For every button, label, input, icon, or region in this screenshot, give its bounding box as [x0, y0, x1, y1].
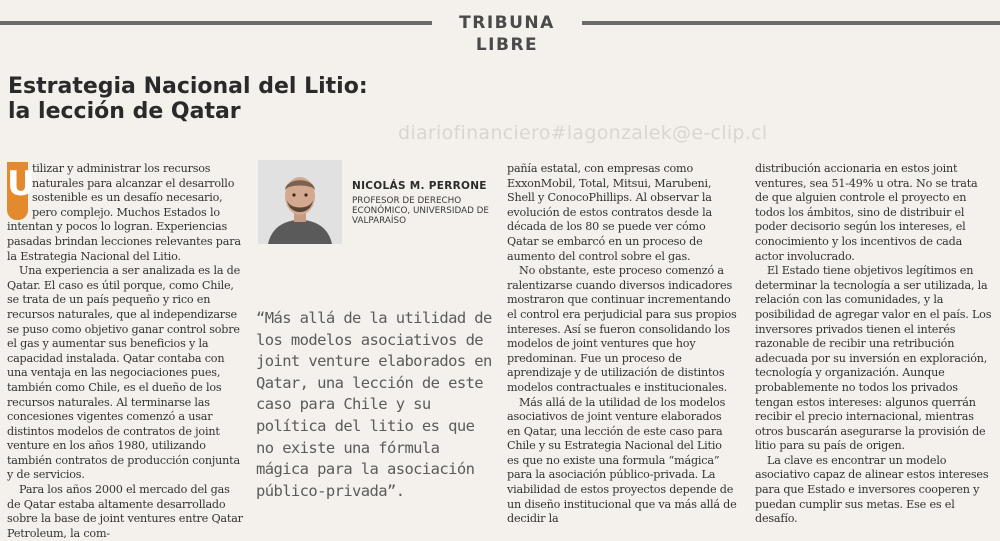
author-role: PROFESOR DE DERECHO ECONÓMICO, UNIVERSIDAD DE VALPARAÍSO: [352, 196, 489, 226]
author-byline: [258, 160, 494, 250]
article-column-3: [507, 162, 737, 527]
section-rule-right: [582, 21, 1000, 25]
drop-cap: U: [7, 162, 28, 220]
pull-quote: “Más allá de la utilidad de los modelos asociativos de joint venture elaborados en Qatar, una lección de este caso para Chile y su política del litio es que no existe una fórmula mágica para la asociación público-privada”.: [256, 309, 492, 500]
author-name: NICOLÁS M. PERRONE: [352, 180, 487, 192]
paragraph: El Estado tiene objetivos legítimos en determinar la tecnología a ser utilizada, la relación con las comunidades, y la posibilidad de agregar valor en el país. Los inversores privados tienen el interés razonable de recibir una retribución adecuada por su inversión en exploración, tecnología y organización. Aunque probablemente no todos los privados tengan estos intereses: algunos querrán recibir el precio internacional, mientras otros buscarán asegurarse la provisión de litio para su país de origen.: [755, 264, 992, 453]
paragraph-text: tilizar y administrar los recursos naturales para alcanzar el desarrollo sostenible es un desafío necesario, pero complejo. Muchos Estados lo intentan y pocos lo logran. Experiencias pasadas brindan lecciones relevantes para la Estrategia Nacional del Litio.: [7, 162, 241, 263]
article-headline: [8, 74, 428, 124]
section-header: [0, 12, 1000, 55]
section-rule-left: [0, 21, 432, 25]
paragraph: Una experiencia a ser analizada es la de Qatar. El caso es útil porque, como Chile, se trata de un país pequeño y rico en recursos naturales, que al independizarse se puso como objetivo ganar control sobre el gas y aumentar sus beneficios y la capacidad instalada. Qatar contaba con una ventaja en las negociaciones pues, también como Chile, es el dueño de los recursos naturales. Al terminarse las concesiones vigentes comenzó a usar distintos modelos de contratos de joint venture en los años 1980, utilizando también contratos de producción conjunta y de servicios.: [7, 264, 241, 482]
paragraph: pañía estatal, con empresas como ExxonMobil, Total, Mitsui, Marubeni, Shell y ConocoPhillips. Al observar la evolución de estos contratos desde la década de los 80 se puede ver cómo Qatar se embarcó en un proceso de aumento del control sobre el gas.: [507, 162, 712, 263]
paragraph: [7, 162, 243, 264]
headline-line-1: Estrategia Nacional del Litio:: [8, 74, 368, 99]
paragraph: No obstante, este proceso comenzó a ralentizarse cuando diversos indicadores mostraron que continuar incrementando el control era perjudicial para sus propios intereses. Así se fueron consolidando los modelos de joint ventures que hoy predominan. Fue un proceso de aprendizaje y de utilización de distintos modelos contractuales e institucionales.: [507, 264, 737, 394]
watermark: diariofinanciero#lagonzalek@e-clip.cl: [398, 122, 768, 144]
paragraph: Más allá de la utilidad de los modelos asociativos de joint venture elaborados en Qatar, una lección de este caso para Chile y su Estrategia Nacional del Litio es que no existe una formula “mágica” para la asociación público-privada. La viabilidad de estos proyectos depende de un diseño institucional que va más allá de decidir la: [507, 395, 737, 526]
author-photo: [258, 160, 342, 244]
paragraph: La clave es encontrar un modelo asociativo capaz de alinear estos intereses para que Estado e inversores cooperen y puedan cumplir sus metas. Ese es el desafío.: [755, 453, 989, 526]
person-portrait-icon: [258, 160, 342, 244]
paragraph: distribución accionaria en estos joint ventures, sea 51-49% u otra. No se trata de que alguien controle el proyecto en todos los ámbitos, sino de distribuir el poder decisorio según los intereses, el conocimiento y los incentivos de cada actor involucrado.: [755, 162, 978, 263]
article-column-1: [7, 162, 243, 541]
section-label: TRIBUNA LIBRE: [459, 13, 555, 55]
headline-line-2: la lección de Qatar: [8, 99, 241, 124]
paragraph: Para los años 2000 el mercado del gas de Qatar estaba altamente desarrollado sobre la base de joint ventures entre Qatar Petroleum, la com-: [7, 483, 243, 540]
article-column-4: [755, 162, 993, 527]
